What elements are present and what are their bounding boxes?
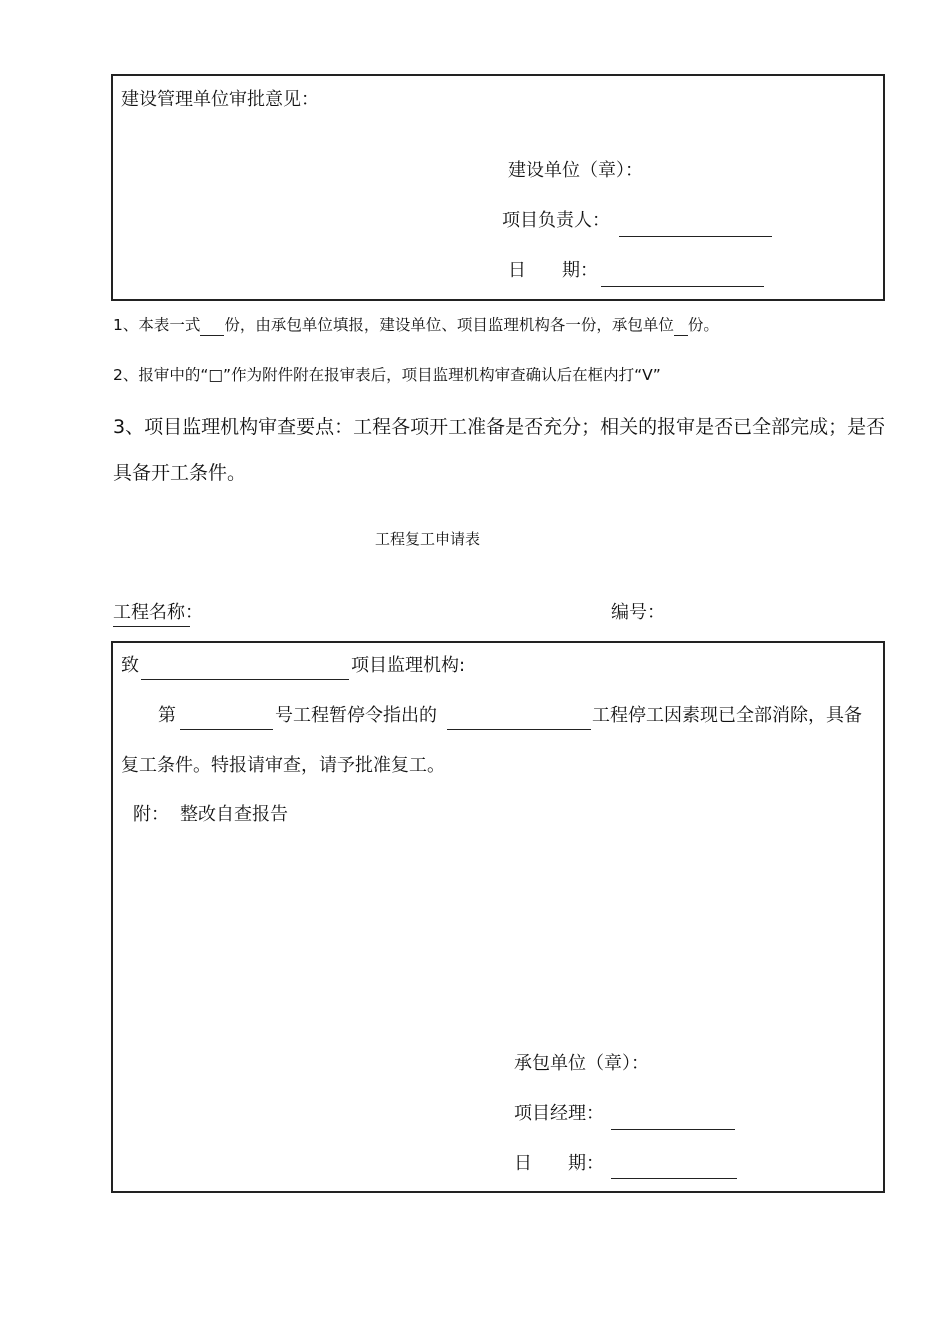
- body-part-a: 第: [158, 705, 176, 726]
- project-manager-label: 项目负责人：: [502, 210, 610, 231]
- note-2: 2、报审中的“□”作为附件附在报审表后，项目监理机构审查确认后在框内打“V”: [113, 366, 661, 384]
- project-name-underline: [113, 626, 190, 627]
- note-3-line-2: 具备开工条件。: [113, 462, 247, 484]
- project-field[interactable]: [447, 729, 591, 730]
- to-prefix: 致: [121, 655, 139, 676]
- construction-unit-seal-label: 建设单位（章）：: [508, 160, 643, 181]
- body-line-2: 复工条件。特报请审查，请予批准复工。: [121, 755, 445, 776]
- contractor-seal-label: 承包单位（章）：: [514, 1053, 649, 1074]
- supervisor-name-field[interactable]: [141, 679, 349, 680]
- note-1-part-a: 1、本表一式: [113, 316, 201, 334]
- body-part-c: 工程停工因素现已全部消除，具备: [592, 705, 862, 726]
- attachment-value: 整改自查报告: [180, 804, 288, 825]
- copies-blank-1[interactable]: [200, 319, 224, 336]
- number-label: 编号：: [611, 602, 665, 623]
- approval-date-label: 日 期：: [508, 260, 598, 281]
- note-1-part-c: 份。: [687, 316, 719, 334]
- note-1: [113, 314, 719, 336]
- approval-date-field[interactable]: [601, 286, 764, 287]
- suspension-order-number-field[interactable]: [180, 729, 273, 730]
- form-title: 工程复工申请表: [375, 530, 481, 548]
- attachment-label: 附：: [133, 804, 169, 825]
- project-manager-field[interactable]: [619, 236, 772, 237]
- note-3-line-1: 3、项目监理机构审查要点：工程各项开工准备是否充分；相关的报审是否已全部完成；是否: [113, 416, 886, 438]
- approval-heading: 建设管理单位审批意见：: [121, 89, 319, 110]
- note-1-part-b: 份，由承包单位填报，建设单位、项目监理机构各一份，承包单位: [224, 316, 674, 334]
- application-date-field[interactable]: [611, 1178, 737, 1179]
- project-pm-label: 项目经理：: [514, 1103, 604, 1124]
- application-date-label: 日 期：: [514, 1153, 604, 1174]
- copies-blank-2[interactable]: [674, 319, 688, 336]
- project-name-label: 工程名称：: [113, 602, 203, 623]
- body-part-b: 号工程暂停令指出的: [275, 705, 437, 726]
- to-suffix: 项目监理机构:: [351, 655, 466, 676]
- project-pm-field[interactable]: [611, 1129, 735, 1130]
